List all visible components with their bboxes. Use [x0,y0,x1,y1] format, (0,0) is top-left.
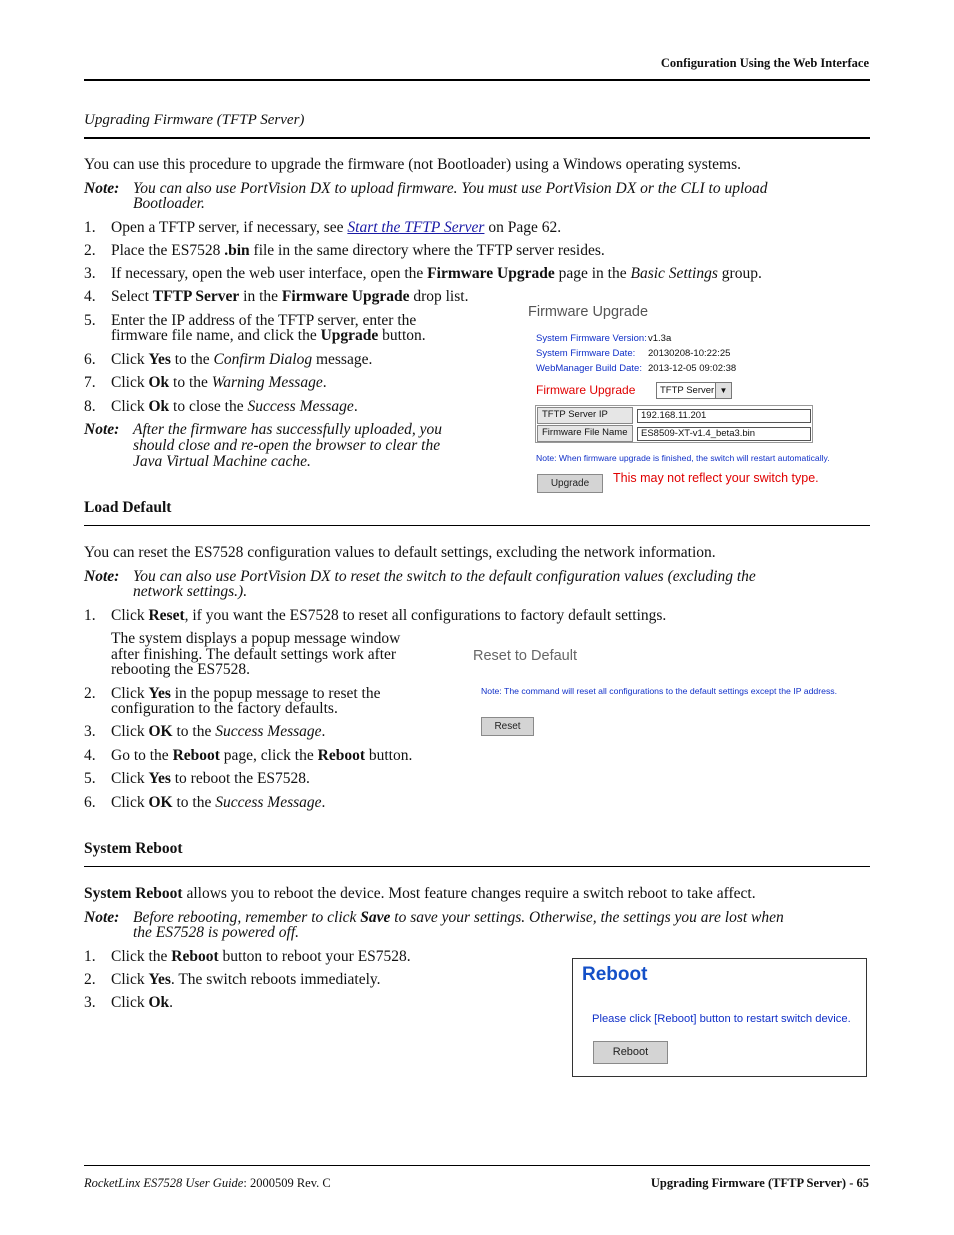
step-bold: Firmware Upgrade [281,288,410,305]
upgrade-note-2-line-2: should close and re-open the browser to clear the [133,437,441,454]
note-label: Note: [84,568,120,585]
section-title-load-default: Load Default [84,499,172,516]
reboot-step-3 [111,995,173,1011]
step-text: button. [378,327,426,344]
section-rule-system-reboot [84,866,870,867]
panel-title: Firmware Upgrade [528,304,649,320]
step-number: 1. [84,948,96,965]
default-para-line-3: rebooting the ES7528. [111,661,251,678]
step-text: Click [111,351,149,368]
upgrade-note-1-cont: Bootloader. [133,195,205,212]
section-title-system-reboot: System Reboot [84,840,183,857]
step-text: in the [239,288,282,305]
step-bold: Yes [148,971,171,988]
step-text: Open a TFTP server, if necessary, see [111,219,348,236]
upgrade-step-7 [111,375,327,391]
step-text: . [321,723,326,740]
default-para-line-1: The system displays a popup message window [111,630,401,647]
reset-note: Note: The command will reset all configurations to the default settings except the IP address. [481,686,838,696]
section-rule-load-default [84,525,870,526]
step-bold: .bin [224,242,250,259]
step-text: button. [364,747,413,764]
default-step-5 [111,771,310,787]
step-text: Click [111,971,149,988]
step-text: . [353,398,358,415]
step-text: , if you want the ES7528 to reset all configurations to factory default settings. [184,607,667,624]
upgrade-method-value: TFTP Server [660,385,715,396]
step-text: . [169,994,174,1011]
step-text: to the [172,723,216,740]
step-bold: Ok [148,994,170,1011]
step-italic: Basic Settings [630,265,718,282]
reboot-message: Please click [Reboot] button to restart switch device. [592,1013,851,1025]
step-text: . The switch reboots immediately. [170,971,381,988]
reset-default-panel [473,646,868,741]
reset-button[interactable]: Reset [481,717,534,736]
fw-date-label: System Firmware Date: [536,348,636,359]
step-number: 4. [84,747,96,764]
step-text: Click [111,994,149,1011]
step-text: Click [111,794,149,811]
step-number: 6. [84,351,96,368]
upgrade-step-6 [111,352,372,368]
firmware-file-label: Firmware File Name [537,425,633,442]
step-number: 3. [84,723,96,740]
intro-bold: System Reboot [84,885,183,902]
upgrade-step-1 [111,220,561,236]
step-bold: Yes [148,770,171,787]
note-label: Note: [84,180,120,197]
step-text: to the [169,374,212,391]
upgrade-step-2 [111,243,605,259]
step-text: Click [111,685,149,702]
step-italic: Success Message [247,398,354,415]
step-bold: Reboot [171,948,219,965]
upgrade-intro: You can use this procedure to upgrade the firmware (not Bootloader) using a Windows operating systems. [84,156,741,173]
default-step-6 [111,795,325,811]
step-bold: OK [148,723,173,740]
step-number: 1. [84,607,96,624]
note-text: to save your settings. Otherwise, the settings you are lost when [390,909,784,926]
step-italic: Confirm Dialog [213,351,313,368]
intro-text: allows you to reboot the device. Most feature changes require a switch reboot to take affect. [182,885,756,902]
step-text: . [322,374,327,391]
note-label: Note: [84,421,120,438]
default-step-3 [111,724,325,740]
upgrade-step-4 [111,289,468,305]
step-bold: Ok [148,398,170,415]
load-default-intro: You can reset the ES7528 configuration values to default settings, excluding the network information. [84,544,716,561]
step-number: 5. [84,770,96,787]
step-number: 3. [84,994,96,1011]
chevron-down-icon[interactable]: ▼ [715,383,731,398]
default-para-line-2: after finishing. The default settings work after [111,646,397,663]
step-text: to reboot the ES7528. [170,770,310,787]
step-bold: TFTP Server [152,288,240,305]
step-bold: Reset [148,607,185,624]
upgrade-button[interactable]: Upgrade [537,474,603,493]
note-label: Note: [84,909,120,926]
step-text: firmware file name, and click the [111,327,321,344]
step-number: 6. [84,794,96,811]
step-text: . [321,794,326,811]
step-text: message. [312,351,373,368]
header-rule [84,79,870,81]
upgrade-method-label: Firmware Upgrade [536,383,636,397]
step-text: page in the [554,265,631,282]
reboot-panel [572,958,867,1077]
step-text: Click [111,374,149,391]
section-title-upgrade: Upgrading Firmware (TFTP Server) [84,112,305,128]
upgrade-step-8 [111,399,358,415]
tftp-ip-label: TFTP Server IP [537,407,633,424]
step-number: 1. [84,219,96,236]
step-number: 7. [84,374,96,391]
upgrade-note-2-line-1: After the firmware has successfully uploaded, you [133,421,442,438]
step-text: to the [170,351,214,368]
footer-guide-title: RocketLinx ES7528 User Guide [84,1176,244,1190]
step-bold: Yes [148,685,171,702]
step-text: drop list. [409,288,469,305]
step-text: Select [111,288,153,305]
footer-rule [84,1165,870,1166]
step-text: Click [111,723,149,740]
step-number: 8. [84,398,96,415]
upgrade-step-5-cont [111,328,426,344]
reboot-step-2 [111,972,381,988]
upgrade-note: Note: When firmware upgrade is finished, the switch will restart automatically. [536,453,830,463]
tftp-ip-input[interactable]: 192.168.11.201 [637,409,811,423]
running-header: Configuration Using the Web Interface [660,56,869,70]
step-text: file in the same directory where the TFTP server resides. [249,242,605,259]
note-text: Before rebooting, remember to click [133,909,361,926]
footer-part-number: : 2000509 Rev. C [243,1176,331,1190]
step-text: to close the [169,398,248,415]
upgrade-step-5: Enter the IP address of the TFTP server, enter the [111,312,417,329]
footer-right: Upgrading Firmware (TFTP Server) - 65 [650,1176,869,1190]
step-text: Click [111,607,149,624]
panel-title: Reset to Default [473,648,577,664]
load-default-note: You can also use PortVision DX to reset the switch to the default configuration values (excluding the [133,568,756,585]
step-bold: OK [148,794,173,811]
step-text: Place the ES7528 [111,242,225,259]
step-text: page, click the [219,747,318,764]
step-bold: Ok [148,374,170,391]
fw-date-value: 20130208-10:22:25 [648,348,731,359]
step-number: 5. [84,312,96,329]
step-italic: Success Message [215,794,322,811]
fw-version-value: v1.3a [648,333,672,344]
step-text: Click [111,398,149,415]
firmware-upgrade-panel [528,302,858,498]
firmware-file-input[interactable]: ES8509-XT-v1.4_beta3.bin [637,427,811,441]
step-bold: Firmware Upgrade [427,265,555,282]
panel-title: Reboot [582,964,648,985]
step-number: 2. [84,242,96,259]
default-step-2-cont: configuration to the factory defaults. [111,700,338,717]
upgrade-note-1: You can also use PortVision DX to upload firmware. You must use PortVision DX or the CLI to upload [133,180,768,197]
default-step-1 [111,608,666,624]
step-text: If necessary, open the web user interface, open the [111,265,428,282]
section-rule-upgrade [84,137,870,139]
step-number: 2. [84,971,96,988]
step-text: on Page 62. [484,219,562,236]
wm-date-value: 2013-12-05 09:02:38 [648,363,737,374]
step-italic: Warning Message [211,374,323,391]
reboot-step-1 [111,949,411,965]
fw-version-label: System Firmware Version: [536,333,647,344]
upgrade-step-3 [111,266,762,282]
step-number: 4. [84,288,96,305]
load-default-note-cont: network settings.). [133,583,248,600]
step-italic: Success Message [215,723,322,740]
default-step-4 [111,748,412,764]
upgrade-method-select[interactable] [656,382,732,399]
step-bold: Yes [148,351,171,368]
reboot-note-cont: the ES7528 is powered off. [133,924,300,941]
tftp-settings-table [535,405,813,443]
step-text: in the popup message to reset the [170,685,381,702]
switch-type-annotation: This may not reflect your switch type. [613,471,819,485]
step-text: Click the [111,948,172,965]
step-bold: Reboot [172,747,220,764]
note-bold: Save [360,909,391,926]
step-text: group. [717,265,762,282]
footer-left [84,1176,331,1191]
reboot-button[interactable]: Reboot [593,1041,668,1064]
step-text: Click [111,770,149,787]
step-text: to the [172,794,216,811]
step-number: 3. [84,265,96,282]
step-bold: Upgrade [320,327,379,344]
reboot-intro [84,886,756,902]
step-bold: Reboot [317,747,365,764]
step-text: button to reboot your ES7528. [218,948,411,965]
start-tftp-server-link[interactable]: Start the TFTP Server [347,219,485,236]
step-text: Go to the [111,747,173,764]
wm-date-label: WebManager Build Date: [536,363,642,374]
upgrade-note-2-line-3: Java Virtual Machine cache. [133,453,311,470]
step-number: 2. [84,685,96,702]
